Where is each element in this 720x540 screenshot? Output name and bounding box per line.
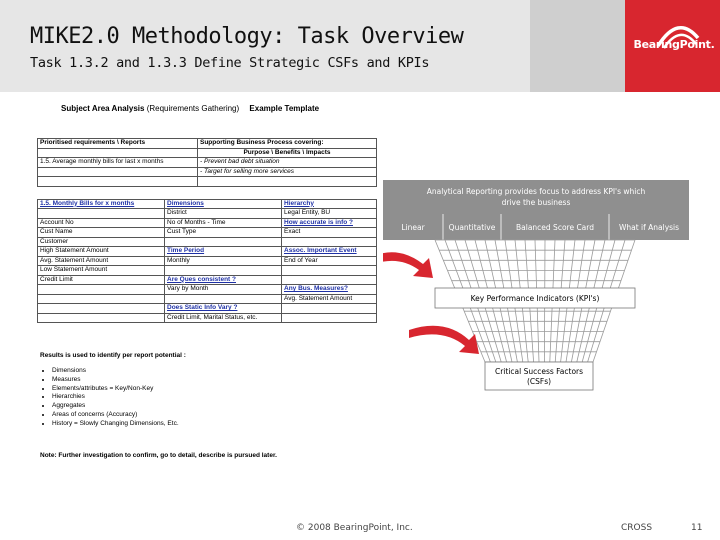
table-header-line: Supporting Business Process covering: [200, 139, 324, 146]
kpi-funnel-diagram [383, 180, 689, 400]
template-paren: (Requirements Gathering) [146, 104, 240, 113]
template-heading [33, 104, 383, 118]
table-cell [165, 266, 282, 276]
table-cell [38, 177, 198, 187]
table-cell: District [165, 209, 282, 219]
table-header-line: Purpose \ Benefits \ Impacts [198, 148, 377, 158]
table-cell: Exact [282, 228, 377, 238]
table-cell: Any Bus. Measures? [282, 285, 377, 295]
table-cell [38, 148, 198, 158]
table-cell: - Target for selling more services [198, 167, 377, 177]
header-accent-strip [530, 0, 625, 92]
table-cell: Avg. Statement Amount [282, 294, 377, 304]
banner-line-2: drive the business [501, 198, 571, 207]
table-cell [282, 275, 377, 285]
list-item: • Areas of concerns (Accuracy) [52, 411, 186, 420]
kpi-label: Key Performance Indicators (KPI's) [470, 294, 600, 303]
table-cell: Customer [38, 237, 165, 247]
page-number: 11 [691, 523, 703, 533]
table-cell: Credit Limit, Marital Status, etc. [165, 313, 282, 323]
col-linear: Linear [401, 223, 425, 232]
table-header: 1.5. Monthly Bills for x months [38, 199, 165, 209]
table-cell: Are Ques consistent ? [165, 275, 282, 285]
csf-label-line-1: Critical Success Factors [494, 367, 584, 376]
table-cell [38, 167, 198, 177]
table-cell: Cust Type [165, 228, 282, 238]
page-title: MIKE2.0 Methodology: Task Overview [30, 24, 464, 49]
table-header: Prioritised requirements \ Reports [38, 139, 198, 149]
table-cell: Legal Entity, BU [282, 209, 377, 219]
red-arrow-icon [383, 252, 433, 278]
page-subtitle: Task 1.3.2 and 1.3.3 Define Strategic CSFs and KPIs [30, 55, 430, 71]
table-cell: Vary by Month [165, 285, 282, 295]
table-cell: Does Static Info Vary ? [165, 304, 282, 314]
table-cell: - Prevent bad debt situation [198, 158, 377, 168]
table-header: Dimensions [165, 199, 282, 209]
table-header [198, 139, 377, 149]
table-cell [282, 237, 377, 247]
table-cell [38, 285, 165, 295]
results-title: Results is used to identify per report potential : [40, 352, 186, 359]
list-item: • Elements/attributes = Key/Non-Key [52, 385, 186, 394]
table-cell [282, 266, 377, 276]
banner-box [383, 180, 689, 214]
table-cell: No of Months - Time [165, 218, 282, 228]
col-quantitative: Quantitative [448, 223, 496, 232]
list-item: • Aggregates [52, 402, 186, 411]
table-cell: End of Year [282, 256, 377, 266]
list-item: • Dimensions [52, 367, 186, 376]
table-cell: Low Statement Amount [38, 266, 165, 276]
col-balanced-score-card: Balanced Score Card [516, 223, 594, 232]
requirements-table [37, 138, 377, 187]
footer-copyright: © 2008 BearingPoint, Inc. [296, 523, 413, 533]
table-cell [165, 237, 282, 247]
table-cell: Assoc. Important Event [282, 247, 377, 257]
table-cell: 1.5. Average monthly bills for last x months [38, 158, 198, 168]
table-cell [38, 313, 165, 323]
list-item: • History = Slowly Changing Dimensions, Etc. [52, 420, 186, 429]
list-item: • Measures [52, 376, 186, 385]
template-tag: Example Template [249, 104, 320, 113]
table-header: Hierarchy [282, 199, 377, 209]
table-cell: How accurate is info ? [282, 218, 377, 228]
banner-line-1: Analytical Reporting provides focus to address KPI's which [426, 187, 646, 196]
note-text: Note: Further investigation to confirm, go to detail, describe is pursued later. [40, 452, 277, 459]
analysis-table [37, 199, 377, 324]
list-item: • Hierarchies [52, 393, 186, 402]
table-cell [198, 177, 377, 187]
logo-text: BearingPoint. [633, 38, 715, 51]
table-cell [282, 313, 377, 323]
table-cell: Credit Limit [38, 275, 165, 285]
col-what-if-analysis: What if Analysis [618, 223, 680, 232]
subject-area-template [33, 104, 383, 323]
table-cell: Cust Name [38, 228, 165, 238]
table-cell: Account No [38, 218, 165, 228]
red-arrow-icon [409, 326, 479, 354]
table-cell: Time Period [165, 247, 282, 257]
table-cell: High Statement Amount [38, 247, 165, 257]
table-cell: Avg. Statement Amount [38, 256, 165, 266]
table-cell [38, 304, 165, 314]
table-cell [38, 209, 165, 219]
results-section [40, 352, 186, 429]
results-list [40, 367, 186, 429]
table-cell [165, 294, 282, 304]
table-cell [38, 294, 165, 304]
table-cell [282, 304, 377, 314]
template-title: Subject Area Analysis [61, 104, 145, 113]
table-cell: Monthly [165, 256, 282, 266]
footer-label: CROSS [621, 523, 653, 533]
csf-label-line-2: (CSFs) [526, 377, 552, 386]
